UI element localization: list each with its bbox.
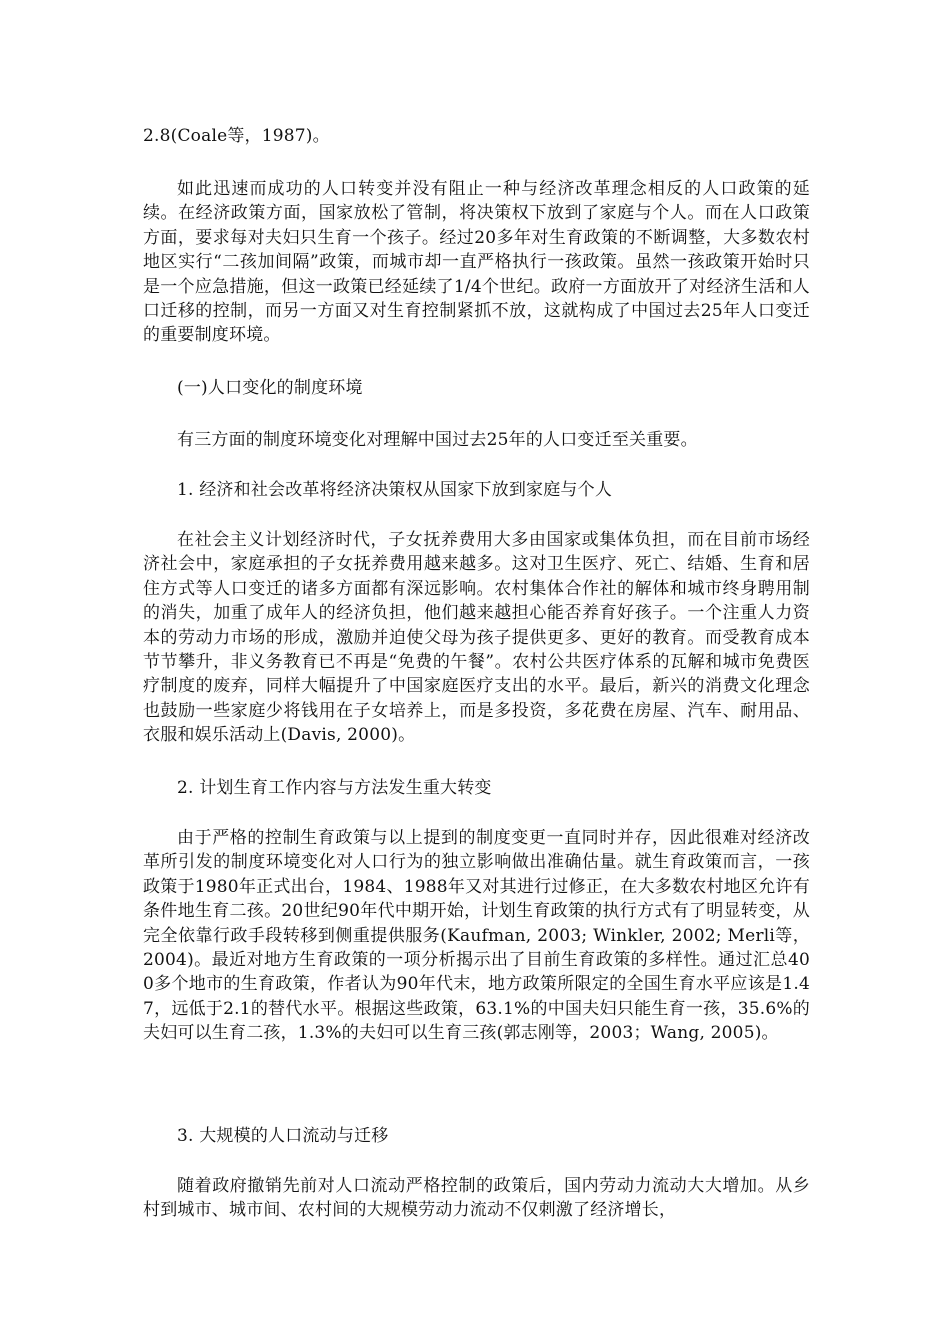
paragraph-family-planning: 由于严格的控制生育政策与以上提到的制度变更一直同时并存，因此很难对经济改革所引发的制度环境变化对人口行为的独立影响做出准确估量。就生育政策而言，一孩政策于1980年正式出台，1984、1988年又对其进行过修正，在大多数农村地区允许有条件地生育二孩。20世纪90年代中期开始，计划生育政策的执行方式有了明显转变，从完全依靠行政手段转移到侧重提供服务(Kaufman, 2003; Winkler, 2002; Merli等，2004)。最近对地方生育政策的一项分析揭示出了目前生育政策的多样性。通过汇总400多个地市的生育政策，作者认为90年代末，地方政策所限定的全国生育水平应该是1.47，远低于2.1的替代水平。根据这些政策，63.1%的中国夫妇只能生育一孩，35.6%的夫妇可以生育二孩，1.3%的夫妇可以生育三孩(郭志刚等，2003；Wang, 2005)。 xyxy=(143,828,810,1044)
subheading-family-planning: 2. 计划生育工作内容与方法发生重大转变 xyxy=(177,778,492,798)
subheading-migration: 3. 大规模的人口流动与迁移 xyxy=(177,1126,389,1146)
paragraph-continuation: 2.8(Coale等，1987)。 xyxy=(143,126,330,146)
paragraph-migration: 随着政府撤销先前对人口流动严格控制的政策后，国内劳动力流动大大增加。从乡村到城市、城市间、农村间的大规模劳动力流动不仅刺激了经济增长， xyxy=(143,1176,810,1221)
section-heading-institutional-environment: (一)人口变化的制度环境 xyxy=(177,378,363,398)
paragraph-policy-context: 如此迅速而成功的人口转变并没有阻止一种与经济改革理念相反的人口政策的延续。在经济政策方面，国家放松了管制，将决策权下放到了家庭与个人。而在人口政策方面，要求每对夫妇只生育一个孩子。经过20多年对生育政策的不断调整，大多数农村地区实行“二孩加间隔”政策，而城市却一直严格执行一孩政策。虽然一孩政策开始时只是一个应急措施，但这一政策已经延续了1/4个世纪。政府一方面放开了对经济生活和人口迁移的控制，而另一方面又对生育控制紧抓不放，这就构成了中国过去25年人口变迁的重要制度环境。 xyxy=(143,179,810,346)
subheading-economic-reform: 1. 经济和社会改革将经济决策权从国家下放到家庭与个人 xyxy=(177,480,613,500)
paragraph-three-changes: 有三方面的制度环境变化对理解中国过去25年的人口变迁至关重要。 xyxy=(177,430,698,450)
paragraph-economic-reform: 在社会主义计划经济时代，子女抚养费用大多由国家或集体负担，而在目前市场经济社会中，家庭承担的子女抚养费用越来越多。这对卫生医疗、死亡、结婚、生育和居住方式等人口变迁的诸多方面都有深远影响。农村集体合作社的解体和城市终身聘用制的消失，加重了成年人的经济负担，他们越来越担心能否养育好孩子。一个注重人力资本的劳动力市场的形成，激励并迫使父母为孩子提供更多、更好的教育。而受教育成本节节攀升，非义务教育已不再是“免费的午餐”。农村公共医疗体系的瓦解和城市免费医疗制度的废弃，同样大幅提升了中国家庭医疗支出的水平。最后，新兴的消费文化理念也鼓励一些家庭少将钱用在子女培养上，而是多投资，多花费在房屋、汽车、耐用品、衣服和娱乐活动上(Davis, 2000)。 xyxy=(143,530,810,746)
